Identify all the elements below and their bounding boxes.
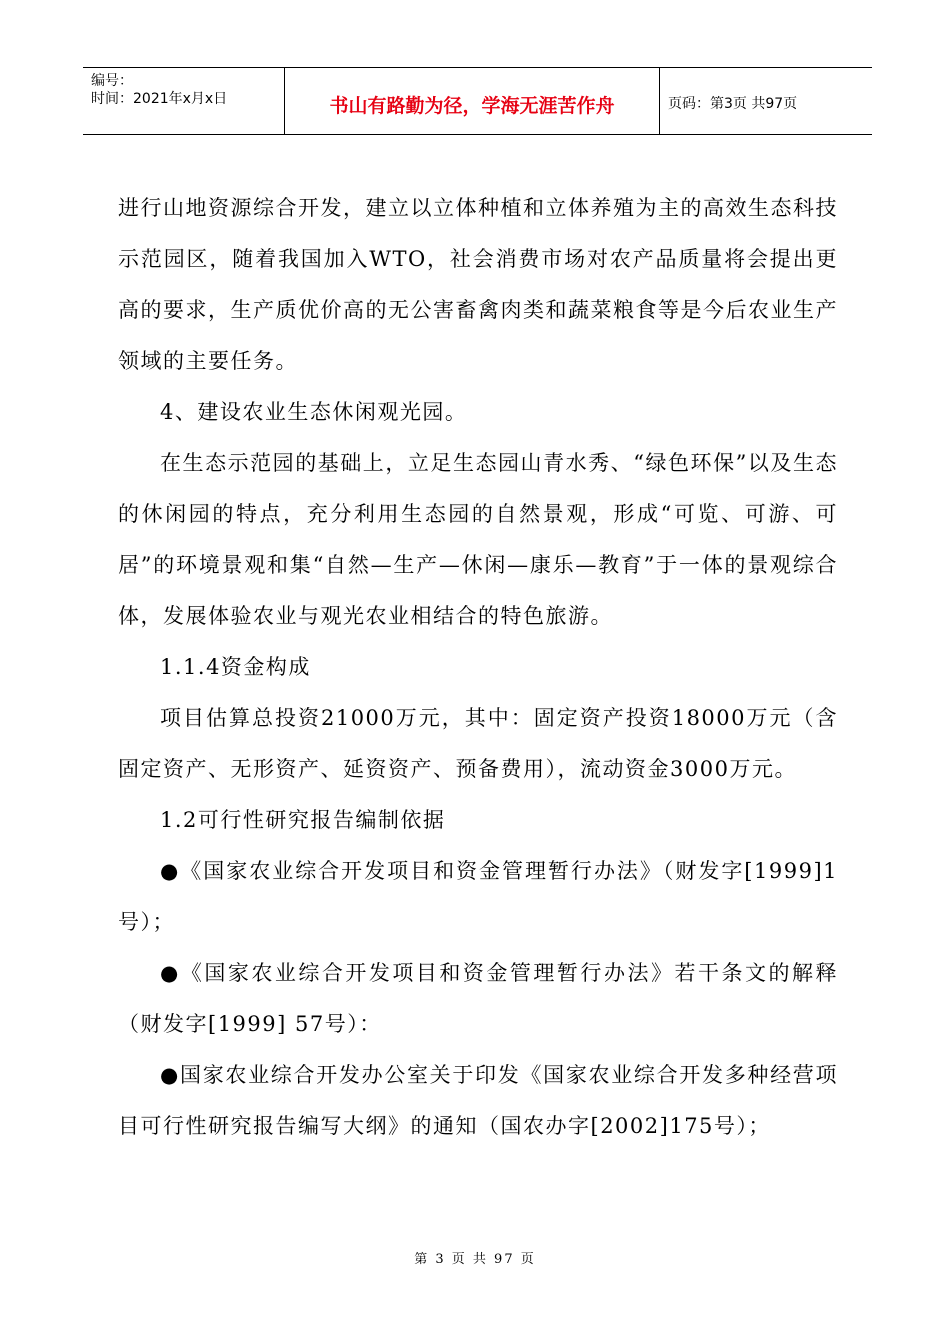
paragraph-investment: 项目估算总投资21000万元，其中：固定资产投资18000万元（含固定资产、无形资产、延资资产、预备费用），流动资金3000万元。	[118, 706, 838, 781]
section-heading-1-2: 1.2可行性研究报告编制依据	[160, 808, 446, 832]
document-header	[83, 67, 872, 135]
header-page-info: 页码：第3页 共97页	[668, 96, 798, 112]
paragraph-item-4-heading: 4、建设农业生态休闲观光园。	[160, 400, 468, 424]
header-motto-cell	[285, 68, 660, 134]
section-heading-1-1-4: 1.1.4资金构成	[160, 655, 311, 679]
header-motto: 书山有路勤为径，学海无涯苦作舟	[329, 94, 615, 117]
header-page-cell	[660, 68, 872, 134]
paragraph-eco-park: 在生态示范园的基础上，立足生态园山青水秀、“绿色环保”以及生态的休闲园的特点，充分利用生态园的自然景观，形成“可览、可游、可居”的环境景观和集“自然—生产—休闲—康乐—教育”于一体的景观综合体，发展体验农业与观光农业相结合的特色旅游。	[118, 451, 838, 628]
bullet-item-3: ●国家农业综合开发办公室关于印发《国家农业综合开发多种经营项目可行性研究报告编写大纲》的通知（国农办字[2002]175号）；	[118, 1063, 838, 1138]
page-footer: 第 3 页 共 97 页	[414, 1252, 536, 1267]
header-meta-cell	[83, 68, 285, 134]
paragraph-continuation: 进行山地资源综合开发，建立以立体种植和立体养殖为主的高效生态科技示范园区，随着我国加入WTO，社会消费市场对农产品质量将会提出更高的要求，生产质优价高的无公害畜禽肉类和蔬菜粮食等是今后农业生产领域的主要任务。	[118, 196, 838, 373]
document-body	[118, 183, 838, 1152]
document-date-label: 时间：2021年x月x日	[91, 91, 228, 107]
document-number-label: 编号：	[91, 73, 133, 89]
bullet-item-2: ●《国家农业综合开发项目和资金管理暂行办法》若干条文的解释（财发字[1999] 57号）：	[118, 961, 838, 1036]
bullet-item-1: ●《国家农业综合开发项目和资金管理暂行办法》（财发字[1999]1号）；	[118, 859, 838, 934]
